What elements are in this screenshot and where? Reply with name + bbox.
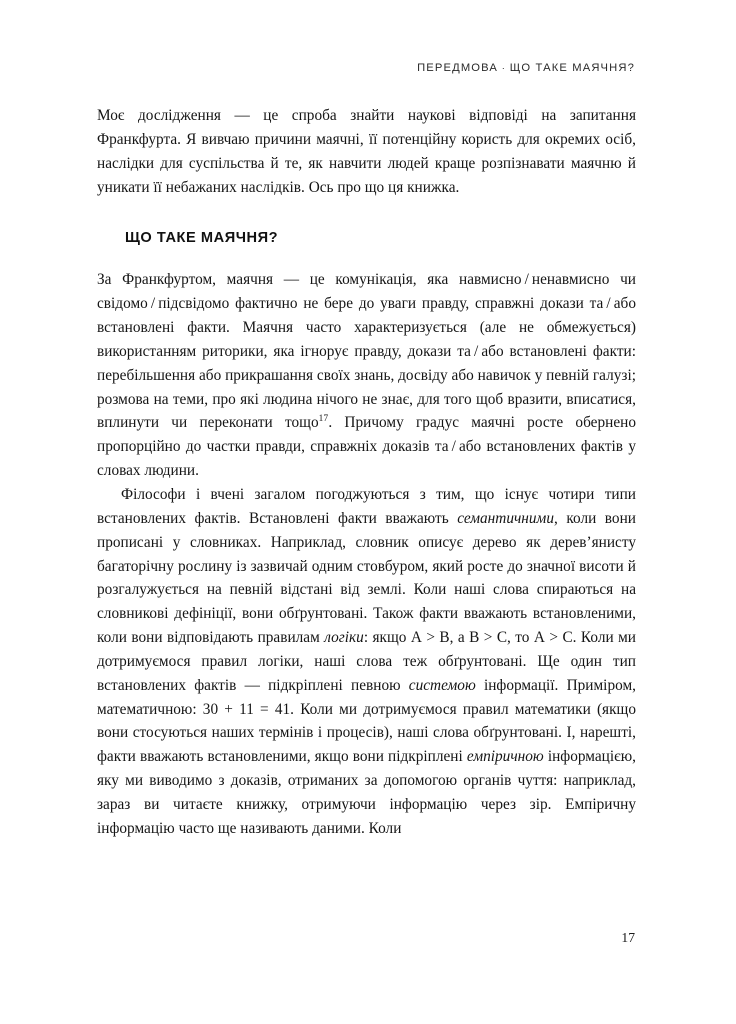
paragraph-3 <box>97 483 636 841</box>
running-head <box>97 62 635 74</box>
running-head-separator-glyph: · <box>501 63 506 73</box>
paragraph-2 <box>97 268 636 483</box>
paragraph-2-text-b: . Причому градус маячні росте обернено пропорційно до частки правди, справжніх доказів та / або встановлених фактів у словах людини. <box>97 414 636 480</box>
emphasis-empirychnoyu: емпіричною <box>466 748 544 766</box>
footnote-marker-17[interactable]: 17 <box>318 414 329 425</box>
emphasis-semantychnymy: семантичними <box>457 509 554 527</box>
paragraph-3-text-c: : якщо А > В, а В > С, то А > С. Коли ми дотримуємося правил логіки, наші слова теж обґрунтовані. Ще один тип встановлених фактів — підкріплені певною <box>97 629 636 694</box>
running-head-section: ЩО ТАКЕ МАЯЧНЯ? <box>509 62 635 74</box>
emphasis-systemoyu: системою <box>408 676 476 694</box>
paragraph-3-text-d: інформації. Приміром, математичною: 30 + 11 = 41. Коли ми дотримуємося правил математики (якщо вони стосуються наших термінів і процесів), наші слова обґрунтовані. І, нарешті, факти вважають встановленими, якщо вони підкріплені <box>97 676 636 766</box>
text-block <box>97 104 636 841</box>
section-heading: ЩО ТАКЕ МАЯЧНЯ? <box>125 230 279 247</box>
running-head-chapter: ПЕРЕДМОВА <box>417 62 499 74</box>
paragraph-3-text-b: , коли вони прописані у словниках. Наприклад, словник описує дерево як дерев’янисту багаторічну рослину із зазвичай одним стовбуром, який росте до значної висоти й розгалужується на певній відстані від землі. Коли наші слова спираються на словникові дефініції, вони обґрунтовані. Також факти вважають встановленими, коли вони відповідають правилам <box>97 509 636 647</box>
paragraph-1-text: Моє дослідження — це спроба знайти наукові відповіді на запитання Франкфурта. Я вивчаю причини маячні, її потенційну користь для окремих осіб, наслідки для суспільства й те, як навчити людей краще розпізнавати маячню й уникати її небажаних наслідків. Ось про що ця книжка. <box>97 107 636 196</box>
paragraph-2-text-a: За Франкфуртом, маячня — це комунікація, яка навмисно / ненавмисно чи свідомо / підсвідомо фактично не бере до уваги правду, справжні докази та / або встановлені факти. Маячня часто характеризується (але не обмежується) використанням риторики, яка ігнорує правду, докази та / або встановлені факти: перебільшення або прикрашання своїх знань, досвіду або навичок у певній галузі; розмова на теми, про які людина нічого не знає, для того щоб вразити, вписатися, вплинути чи переконати тощо <box>97 271 636 432</box>
page-number: 17 <box>621 930 635 945</box>
paragraph-3-text-e: інформацією, яку ми виводимо з доказів, отриманих за допомогою органів чуття: наприклад, зараз ви читаєте книжку, отримуючи інформацію через зір. Емпіричну інформацію часто ще називають даними. Коли <box>97 748 636 837</box>
emphasis-logiky: логіки <box>324 629 364 647</box>
paragraph-1 <box>97 104 636 199</box>
paragraph-3-text-a: Філософи і вчені загалом погоджуються з тим, що існує чотири типи встановлених фактів. Встановлені факти вважають <box>97 485 636 527</box>
